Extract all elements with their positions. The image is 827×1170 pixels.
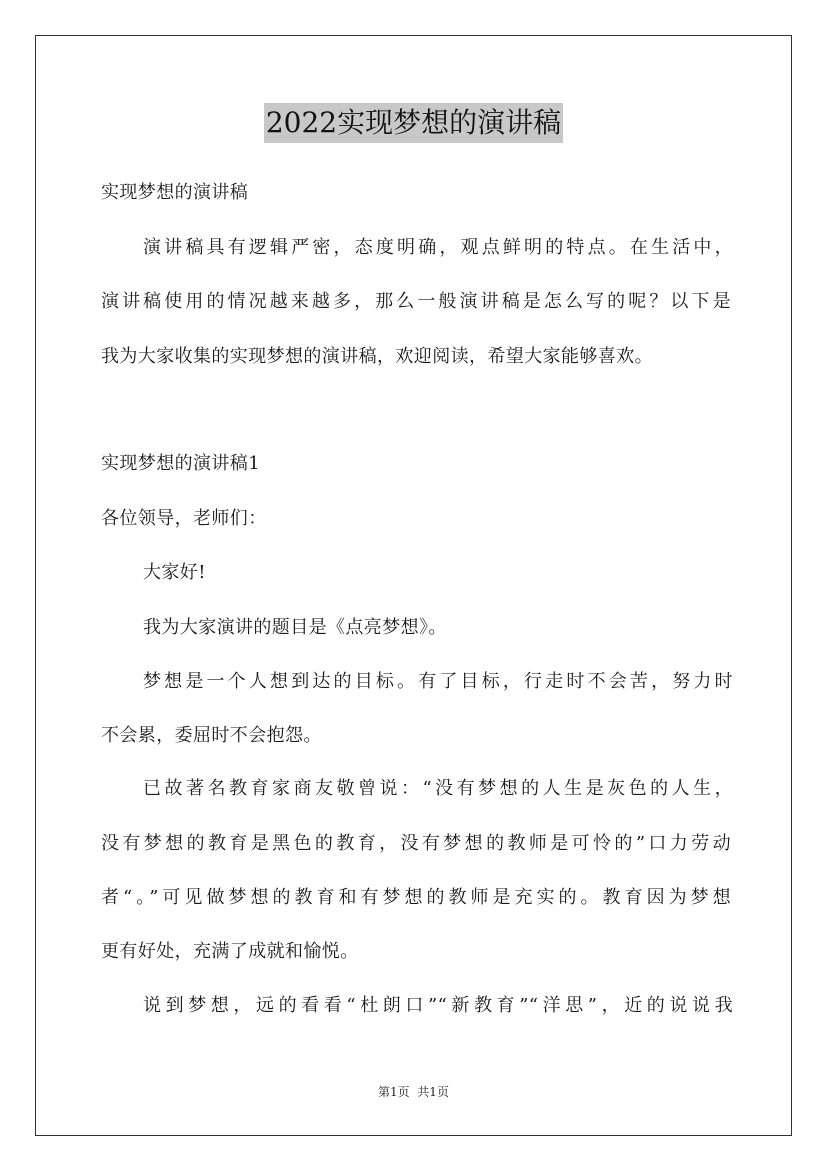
document-title: 2022实现梦想的演讲稿 — [264, 103, 563, 143]
paragraph-line: 演讲稿具有逻辑严密，态度明确，观点鲜明的特点。在生活中， — [143, 237, 733, 258]
paragraph-line: 演讲稿使用的情况越来越多，那么一般演讲稿是怎么写的呢？以下是 — [101, 291, 731, 312]
page-footer: 第1页 共1页 — [378, 1085, 449, 1099]
section-heading: 实现梦想的演讲稿 — [101, 182, 249, 203]
paragraph-line: 更有好处，充满了成就和愉悦。 — [101, 941, 359, 962]
title-container — [0, 103, 827, 143]
section-heading: 实现梦想的演讲稿1 — [101, 453, 261, 474]
paragraph-line: 我为大家收集的实现梦想的演讲稿，欢迎阅读，希望大家能够喜欢。 — [101, 346, 653, 367]
paragraph-line: 没有梦想的教育是黑色的教育，没有梦想的教师是可怜的”口力劳动 — [101, 833, 731, 854]
paragraph-line: 者“。”可见做梦想的教育和有梦想的教师是充实的。教育因为梦想 — [101, 887, 731, 908]
greeting: 大家好! — [143, 562, 206, 583]
paragraph-line: 梦想是一个人想到达的目标。有了目标，行走时不会苦，努力时 — [143, 671, 733, 692]
salutation: 各位领导，老师们： — [101, 508, 267, 529]
paragraph-line: 已故著名教育家商友敬曾说：“没有梦想的人生是灰色的人生， — [143, 778, 733, 799]
paragraph-line: 不会累，委屈时不会抱怨。 — [101, 725, 322, 746]
paragraph-line: 我为大家演讲的题目是《点亮梦想》。 — [143, 617, 447, 638]
paragraph-line: 说到梦想，远的看看“杜朗口”“新教育”“洋思”，近的说说我 — [143, 995, 733, 1016]
